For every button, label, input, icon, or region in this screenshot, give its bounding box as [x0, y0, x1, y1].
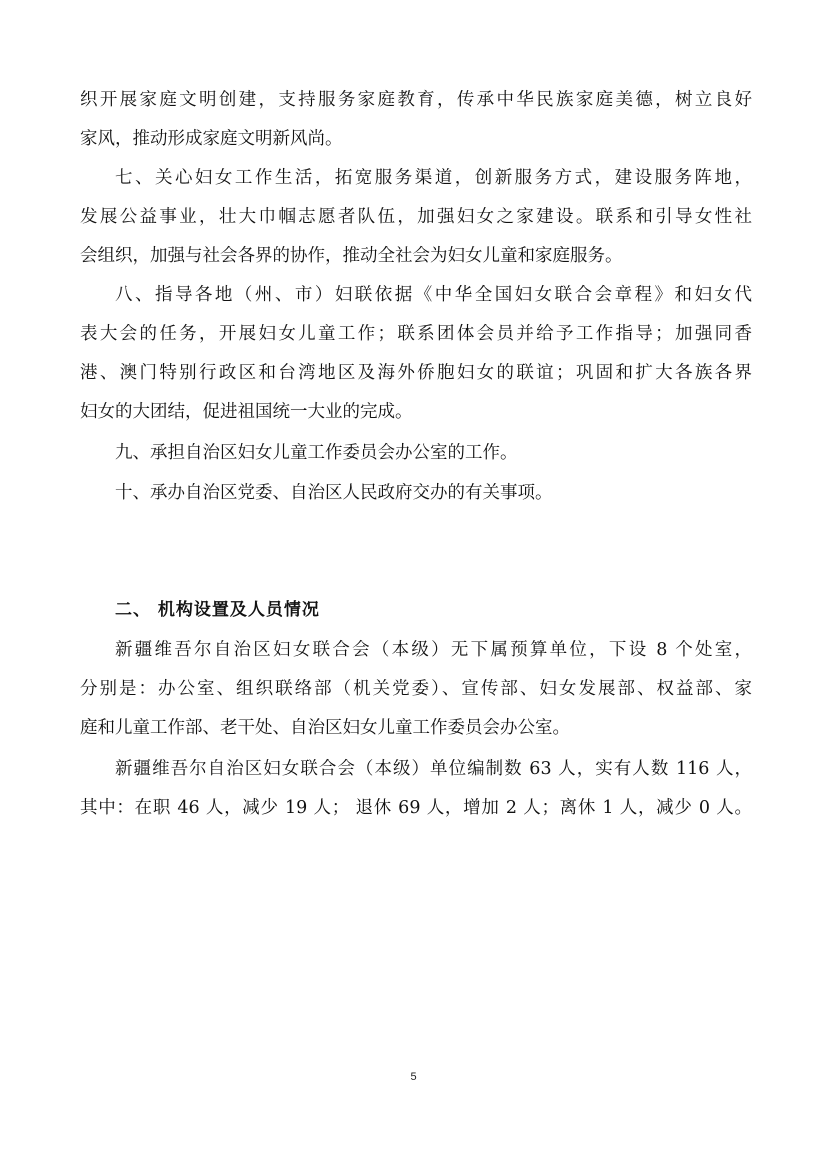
paragraph-8-line-3: 港、澳门特别行政区和台湾地区及海外侨胞妇女的联谊；巩固和扩大各族各界: [80, 363, 752, 383]
section-2-heading: 二、 机构设置及人员情况: [115, 600, 320, 620]
section-2-para-1-line-1: 新疆维吾尔自治区妇女联合会（本级）无下属预算单位，下设 8 个处室，: [115, 640, 752, 660]
paragraph-7-line-2: 发展公益事业，壮大巾帼志愿者队伍，加强妇女之家建设。联系和引导女性社: [80, 207, 752, 227]
paragraph-7-line-3: 会组织，加强与社会各界的协作，推动全社会为妇女儿童和家庭服务。: [80, 246, 623, 266]
paragraph-7-line-1: 七、关心妇女工作生活，拓宽服务渠道，创新服务方式，建设服务阵地，: [115, 168, 752, 188]
paragraph-6-line-2: 家风，推动形成家庭文明新风尚。: [80, 129, 343, 149]
page-number: 5: [410, 1071, 417, 1083]
paragraph-8-line-4: 妇女的大团结，促进祖国统一大业的完成。: [80, 402, 413, 422]
section-2-para-2-line-1: 新疆维吾尔自治区妇女联合会（本级）单位编制数 63 人，实有人数 116 人，: [115, 759, 752, 779]
paragraph-8-line-1: 八、指导各地（州、市）妇联依据《中华全国妇女联合会章程》和妇女代: [115, 285, 752, 305]
section-2-para-1-line-2: 分别是：办公室、组织联络部（机关党委）、宣传部、妇女发展部、权益部、家: [80, 679, 752, 699]
paragraph-9-line-1: 九、承担自治区妇女儿童工作委员会办公室的工作。: [115, 443, 518, 463]
section-2-para-2-line-2: 其中：在职 46 人，减少 19 人； 退休 69 人，增加 2 人；离休 1 人，减少 0 人。: [80, 798, 752, 818]
paragraph-6-line-1: 织开展家庭文明创建，支持服务家庭教育，传承中华民族家庭美德，树立良好: [80, 90, 752, 110]
paragraph-10-line-1: 十、承办自治区党委、自治区人民政府交办的有关事项。: [115, 483, 553, 503]
paragraph-8-line-2: 表大会的任务，开展妇女儿童工作；联系团体会员并给予工作指导；加强同香: [80, 324, 752, 344]
section-2-para-1-line-3: 庭和儿童工作部、老干处、自治区妇女儿童工作委员会办公室。: [80, 718, 570, 738]
